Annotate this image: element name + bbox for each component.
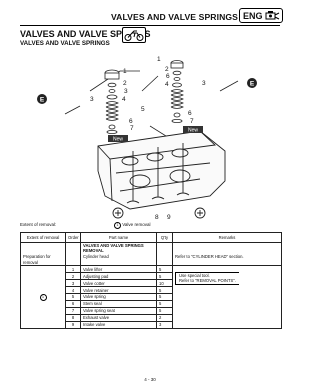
callout-3-left: 3 [124, 88, 128, 95]
extent-description [114, 222, 150, 229]
remark-line-1: Use special tool. [179, 273, 210, 279]
page-number: 4 - 30 [144, 377, 156, 382]
callout-1-left: 1 [123, 68, 127, 75]
callout-4-right: 4 [165, 81, 169, 88]
extent-mark: 1 [40, 294, 47, 301]
part-cell: Valve spring seat [81, 308, 157, 315]
new-tag-right-label: New [187, 127, 199, 134]
part-cell: Exhaust valve [81, 315, 157, 322]
table-header-row [21, 233, 282, 243]
order-cell: 3 [66, 280, 81, 287]
order-cell: 8 [66, 315, 81, 322]
part-cell: Stem seal [81, 301, 157, 308]
qty-cell: 2 [157, 315, 173, 322]
parts-table [20, 232, 282, 329]
special-tool-icon-left [113, 208, 123, 218]
order-cell: 7 [66, 308, 81, 315]
prep-label: Preparation for removal [21, 254, 66, 266]
col-header-part: Part name [81, 233, 157, 243]
header-title: VALVES AND VALVE SPRINGS [110, 12, 238, 22]
extent-symbol: 1 [114, 222, 121, 229]
special-tool-icon-right [195, 208, 205, 218]
e-mark-right-label: E [249, 80, 255, 88]
qty-cell: 5 [157, 301, 173, 308]
prep-part: Cylinder head [81, 254, 157, 266]
callout-9: 9 [167, 214, 171, 219]
section-subtitle: VALVES AND VALVE SPRINGS [20, 40, 110, 47]
qty-cell: 10 [157, 280, 173, 287]
e-mark-left [37, 94, 47, 104]
col-header-extent: Extent of removal [21, 233, 66, 243]
qty-cell: 3 [157, 322, 173, 329]
part-cell: Valve spring [81, 294, 157, 301]
callout-8: 8 [155, 214, 159, 219]
motorcycle-icon [122, 27, 146, 43]
right-valve-stack [171, 61, 183, 123]
eng-badge [239, 8, 283, 23]
part-cell: Valve cotter [81, 280, 157, 287]
eng-badge-label: ENG [243, 10, 263, 21]
extent-label: Extent of removal: [20, 222, 57, 227]
new-tag-left-label: New [112, 136, 124, 143]
qty-cell: 5 [157, 266, 173, 273]
table-row-title [21, 242, 282, 254]
part-cell: Adjusting pad [81, 273, 157, 280]
order-cell: 5 [66, 294, 81, 301]
group-title: VALVES AND VALVE SPRINGS REMOVAL [81, 242, 157, 254]
qty-cell: 5 [157, 308, 173, 315]
col-header-order: Order [66, 233, 81, 243]
part-cell: Intake valve [81, 322, 157, 329]
new-tag-right [183, 126, 203, 134]
new-tag-left [108, 135, 128, 143]
order-cell: 1 [66, 266, 81, 273]
qty-cell: 5 [157, 294, 173, 301]
e-mark-left-label: E [39, 96, 45, 104]
section-title: VALVES AND VALVE SPRINGS [20, 29, 151, 39]
qty-cell: 5 [157, 287, 173, 294]
callout-2-left: 2 [123, 80, 127, 87]
part-cell: Valve lifter [81, 266, 157, 273]
callout-6-right: 6 [166, 73, 170, 80]
extent-cell [21, 266, 66, 329]
callout-6-left: 6 [129, 118, 133, 125]
col-header-remarks: Remarks [173, 233, 282, 243]
callout-7-left: 7 [130, 125, 134, 132]
order-cell: 4 [66, 287, 81, 294]
header-rule [20, 25, 280, 26]
exploded-diagram [20, 51, 280, 219]
remarks-cell [173, 266, 282, 329]
order-cell: 2 [66, 273, 81, 280]
callout-7-right: 7 [190, 118, 194, 125]
order-cell: 6 [66, 301, 81, 308]
callout-5-mid: 5 [141, 106, 145, 113]
callout-3-left-b: 3 [90, 96, 94, 103]
callout-3-right: 3 [202, 80, 206, 87]
remark-line-2: Refer to "REMOVAL POINTS". [179, 278, 236, 284]
callout-4-left: 4 [122, 96, 126, 103]
e-mark-right [247, 78, 257, 88]
col-header-qty: Q'ty [157, 233, 173, 243]
engine-icon [264, 10, 280, 21]
extent-text: Valve removal [122, 222, 151, 227]
part-cell: Valve retainer [81, 287, 157, 294]
prep-remarks: Refer to "CYLINDER HEAD" section. [173, 254, 282, 266]
order-cell: 9 [66, 322, 81, 329]
callout-2-right: 2 [165, 66, 169, 73]
callout-6-right-b: 6 [188, 110, 192, 117]
table-row [21, 266, 282, 273]
callout-1-right: 1 [157, 56, 161, 63]
qty-cell: 5 [157, 273, 173, 280]
table-row-prep [21, 254, 282, 266]
